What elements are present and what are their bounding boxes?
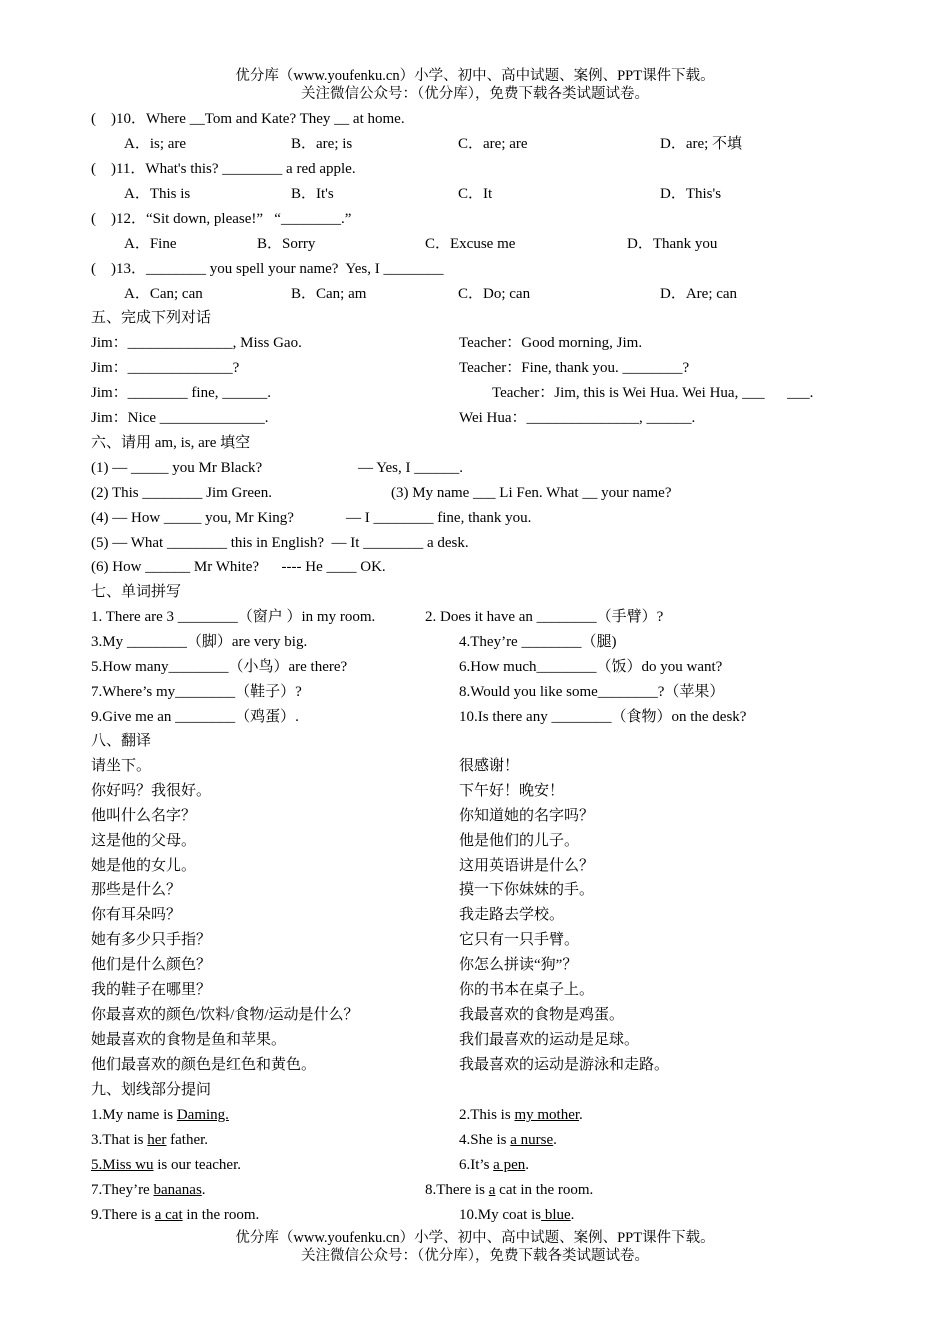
question-3-pre: 3.That is: [91, 1132, 148, 1148]
question-2-underlined: my mother: [514, 1107, 580, 1123]
question-item-1: [91, 1105, 229, 1125]
section-6-title: 六、请用 am, is, are 填空: [91, 435, 251, 451]
q11-option-c: C．It: [458, 186, 493, 202]
translate-right-1: 很感谢！: [459, 758, 520, 774]
q13-option-c: C．Do; can: [458, 286, 531, 302]
section-5-title: 五、完成下列对话: [91, 310, 212, 326]
q12-option-b: B．Sorry: [257, 236, 316, 252]
question-6-post: .: [525, 1157, 529, 1173]
translate-right-10: 你的书本在桌子上。: [459, 982, 595, 998]
translate-left-10: 我的鞋子在哪里？: [91, 982, 212, 998]
fill-5: (5) — What ________ this in English? — It ________ a desk.: [91, 535, 469, 551]
spelling-item-4: 4.They’re ________（腿): [459, 634, 617, 650]
question-4-pre: 4.She is: [459, 1132, 511, 1148]
spelling-item-6: 6.How much________（饭）do you want?: [459, 659, 723, 675]
question-8-post: cat in the room.: [495, 1182, 594, 1198]
question-3-post: father.: [166, 1132, 209, 1148]
question-10-post: .: [570, 1207, 575, 1223]
dialogue-right-2: Teacher：Fine, thank you. ________?: [459, 360, 690, 376]
dialogue-left-2: Jim：______________?: [91, 360, 240, 376]
translate-left-1: 请坐下。: [91, 758, 152, 774]
question-9-pre: 9.There is: [91, 1207, 155, 1223]
question-item-10: [459, 1205, 574, 1225]
question-item-6: [459, 1155, 529, 1175]
translate-left-2: 你好吗？我很好。: [91, 783, 212, 799]
question-10-underlined: blue: [541, 1207, 571, 1223]
dialogue-right-1: Teacher：Good morning, Jim.: [459, 335, 643, 351]
question-item-8: [425, 1180, 593, 1200]
translate-right-7: 我走路去学校。: [459, 907, 565, 923]
q10-option-d: D．are; 不填: [660, 136, 743, 152]
question-4-post: .: [553, 1132, 557, 1148]
footer-line-2: 关注微信公众号：（优分库），免费下载各类试题试卷。: [301, 1248, 649, 1264]
page-footer: [0, 1229, 950, 1265]
translate-right-13: 我最喜欢的运动是游泳和走路。: [459, 1057, 670, 1073]
q12-option-d: D．Thank you: [627, 236, 718, 252]
question-3-underlined: her: [147, 1132, 167, 1148]
translate-right-5: 这用英语讲是什么？: [459, 858, 595, 874]
question-9-underlined: a cat: [154, 1207, 183, 1223]
translate-left-8: 她有多少只手指？: [91, 932, 212, 948]
question-2-post: .: [579, 1107, 583, 1123]
spelling-item-7: 7.Where’s my________（鞋子）?: [91, 684, 302, 700]
q10-stem: ( )10．Where __Tom and Kate? They __ at home.: [91, 111, 405, 127]
q13-option-a: A．Can; can: [124, 286, 203, 302]
spelling-item-3: 3.My ________（脚）are very big.: [91, 634, 308, 650]
spelling-item-5: 5.How many________（小鸟）are there?: [91, 659, 348, 675]
spelling-item-2: 2. Does it have an ________（手臂）?: [425, 609, 664, 625]
translate-right-12: 我们最喜欢的运动是足球。: [459, 1032, 640, 1048]
translate-left-12: 她最喜欢的食物是鱼和苹果。: [91, 1032, 287, 1048]
q10-option-c: C．are; are: [458, 136, 528, 152]
dialogue-right-3: Teacher：Jim, this is Wei Hua. Wei Hua, ___ ___.: [492, 385, 814, 401]
question-item-5: [91, 1155, 241, 1175]
question-8-underlined: a: [488, 1182, 496, 1198]
question-8-pre: 8.There is: [425, 1182, 489, 1198]
question-6-underlined: a pen: [493, 1157, 526, 1173]
q12-stem: ( )12．“Sit down, please!” “________.”: [91, 211, 352, 227]
question-7-post: .: [201, 1182, 206, 1198]
q12-option-a: A．Fine: [124, 236, 177, 252]
translate-left-7: 你有耳朵吗？: [91, 907, 182, 923]
section-7-title: 七、单词拼写: [91, 584, 182, 600]
footer-line-1: 优分库（www.youfenku.cn）小学、初中、高中试题、案例、PPT课件下载。: [235, 1230, 715, 1246]
section-9-title: 九、划线部分提问: [91, 1082, 212, 1098]
translate-right-6: 摸一下你妹妹的手。: [459, 882, 595, 898]
q13-option-d: D．Are; can: [660, 286, 738, 302]
fill-4b: — I ________ fine, thank you.: [346, 510, 532, 526]
translate-right-9: 你怎么拼读“狗”？: [459, 957, 578, 973]
q11-option-b: B．It's: [291, 186, 334, 202]
fill-2: (2) This ________ Jim Green.: [91, 485, 272, 501]
translate-left-5: 她是他的女儿。: [91, 858, 197, 874]
q11-stem: ( )11．What's this? ________ a red apple.: [91, 161, 356, 177]
spelling-item-9: 9.Give me an ________（鸡蛋）.: [91, 709, 299, 725]
fill-3: (3) My name ___ Li Fen. What __ your name?: [391, 485, 672, 501]
q10-option-b: B．are; is: [291, 136, 353, 152]
translate-left-6: 那些是什么？: [91, 882, 182, 898]
dialogue-left-1: Jim：______________, Miss Gao.: [91, 335, 302, 351]
translate-right-8: 它只有一只手臂。: [459, 932, 580, 948]
question-1-underlined: Daming.: [176, 1107, 229, 1123]
translate-right-11: 我最喜欢的食物是鸡蛋。: [459, 1007, 625, 1023]
question-2-pre: 2.This is: [459, 1107, 515, 1123]
q11-option-a: A．This is: [124, 186, 191, 202]
translate-right-2: 下午好！晚安！: [459, 783, 565, 799]
dialogue-left-3: Jim：________ fine, ______.: [91, 385, 271, 401]
fill-1b: — Yes, I ______.: [358, 460, 464, 476]
spelling-item-1: 1. There are 3 ________（窗户 ）in my room.: [91, 609, 376, 625]
fill-6: (6) How ______ Mr White? ---- He ____ OK.: [91, 559, 386, 575]
question-4-underlined: a nurse: [510, 1132, 554, 1148]
question-7-underlined: bananas: [153, 1182, 202, 1198]
fill-4a: (4) — How _____ you, Mr King?: [91, 510, 294, 526]
header-line-1: 优分库（www.youfenku.cn）小学、初中、高中试题、案例、PPT课件下载。: [235, 68, 715, 84]
question-5-underlined: 5.Miss wu: [91, 1157, 154, 1173]
q12-option-c: C．Excuse me: [425, 236, 516, 252]
question-item-9: [91, 1205, 259, 1225]
dialogue-right-4: Wei Hua：_______________, ______.: [459, 410, 696, 426]
fill-1a: (1) — _____ you Mr Black?: [91, 460, 263, 476]
question-6-pre: 6.It’s: [459, 1157, 494, 1173]
translate-left-9: 他们是什么颜色？: [91, 957, 212, 973]
question-item-2: [459, 1105, 583, 1125]
translate-left-11: 你最喜欢的颜色/饮料/食物/运动是什么？: [91, 1007, 359, 1023]
question-item-3: [91, 1130, 208, 1150]
q11-option-d: D．This's: [660, 186, 722, 202]
question-5-post: is our teacher.: [153, 1157, 241, 1173]
q13-option-b: B．Can; am: [291, 286, 367, 302]
q10-option-a: A．is; are: [124, 136, 187, 152]
translate-right-3: 你知道她的名字吗？: [459, 808, 595, 824]
translate-right-4: 他是他们的儿子。: [459, 833, 580, 849]
translate-left-4: 这是他的父母。: [91, 833, 197, 849]
question-10-pre: 10.My coat is: [459, 1207, 542, 1223]
page-header: [0, 67, 950, 103]
translate-left-3: 他叫什么名字？: [91, 808, 197, 824]
spelling-item-10: 10.Is there any ________（食物）on the desk?: [459, 709, 747, 725]
dialogue-left-4: Jim：Nice ______________.: [91, 410, 269, 426]
question-7-pre: 7.They’re: [91, 1182, 154, 1198]
question-item-4: [459, 1130, 557, 1150]
translate-left-13: 他们最喜欢的颜色是红色和黄色。: [91, 1057, 317, 1073]
question-item-7: [91, 1180, 206, 1200]
question-1-pre: 1.My name is: [91, 1107, 177, 1123]
header-line-2: 关注微信公众号：（优分库），免费下载各类试题试卷。: [301, 86, 649, 102]
section-8-title: 八、翻译: [91, 733, 152, 749]
q13-stem: ( )13．________ you spell your name? Yes, I ________: [91, 261, 444, 277]
question-9-post: in the room.: [182, 1207, 260, 1223]
spelling-item-8: 8.Would you like some________?（苹果）: [459, 684, 725, 700]
